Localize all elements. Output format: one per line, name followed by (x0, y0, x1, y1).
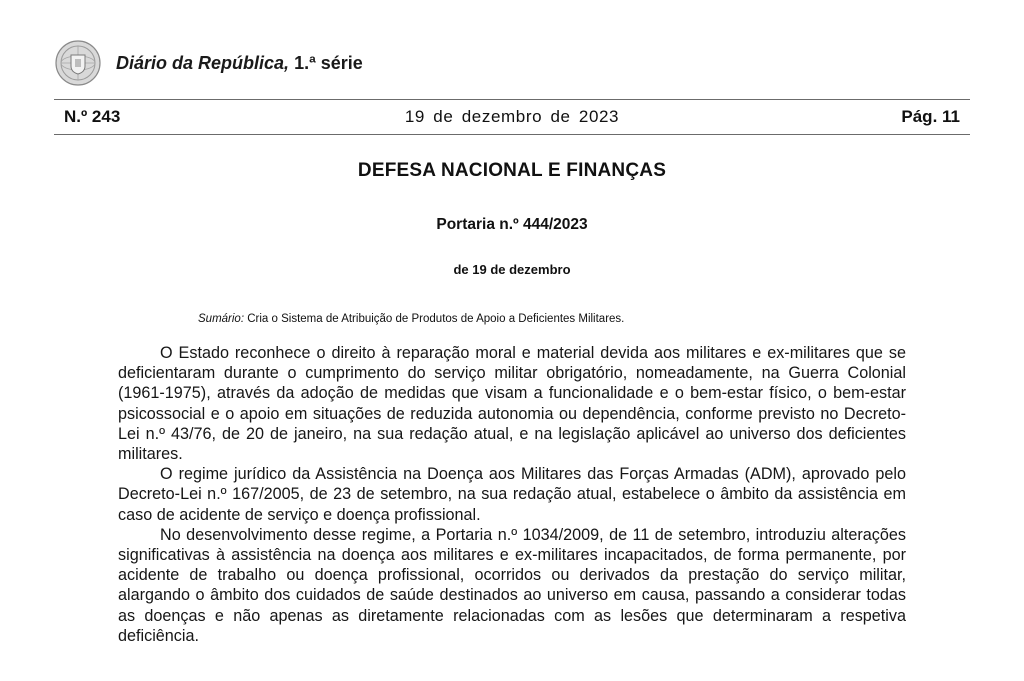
issue-meta-row (64, 107, 960, 129)
body-paragraph: O Estado reconhece o direito à reparação moral e material devida aos militares e ex-militares que se deficientaram durante o cumprimento do serviço militar obrigatório, nomeadamente, na Guerra Colonial (1961-1975), através da adoção de medidas que visam a funcionalidade e o bem-estar físico, o bem-estar psicossocial e o apoio em situações de reduzida autonomia ou dependência, conforme previsto no Decreto-Lei n.º 43/76, de 20 de janeiro, na sua redação atual, e na legislação aplicável ao universo dos deficientes militares. (118, 344, 906, 464)
page-number: Pág. 11 (901, 107, 960, 126)
section-title: DEFESA NACIONAL E FINANÇAS (357, 160, 667, 181)
summary-text: Cria o Sistema de Atribuição de Produtos de Apoio a Deficientes Militares. (247, 313, 625, 325)
summary (198, 313, 624, 325)
journal-title (116, 53, 363, 74)
body-paragraph: No desenvolvimento desse regime, a Portaria n.º 1034/2009, de 11 de setembro, introduziu alterações significativas à assistência na doença aos militares e ex-militares incapacitados, de forma permanente, por acidente de trabalho ou doença profissional, ocorridos ou derivados da prestação do serviço militar, alargando o âmbito dos cuidados de saúde destinados ao universo em causa, passando a considerar todas as doenças e não apenas as diretamente relacionadas com as lesões que determinaram a respetiva deficiência. (118, 525, 906, 645)
body-text (118, 343, 906, 646)
header-rule-bottom (54, 134, 970, 135)
journal-name: Diário da República, (116, 52, 290, 73)
body-paragraph: O regime jurídico da Assistência na Doença aos Militares das Forças Armadas (ADM), aprovado pelo Decreto-Lei n.º 167/2005, de 23 de setembro, na sua redação atual, estabelece o âmbito da assistência em caso de acidente de serviço e doença profissional. (118, 465, 906, 524)
act-title: Portaria n.º 444/2023 (436, 216, 588, 233)
journal-series: 1.ª série (294, 52, 363, 73)
republic-seal-icon (54, 39, 102, 87)
journal-header (54, 38, 363, 88)
summary-label: Sumário: (198, 313, 245, 325)
act-date: de 19 de dezembro (453, 262, 571, 277)
issue-date: 19 de dezembro de 2023 (404, 107, 620, 126)
issue-number: N.º 243 (64, 107, 121, 126)
header-rule-top (54, 99, 970, 100)
